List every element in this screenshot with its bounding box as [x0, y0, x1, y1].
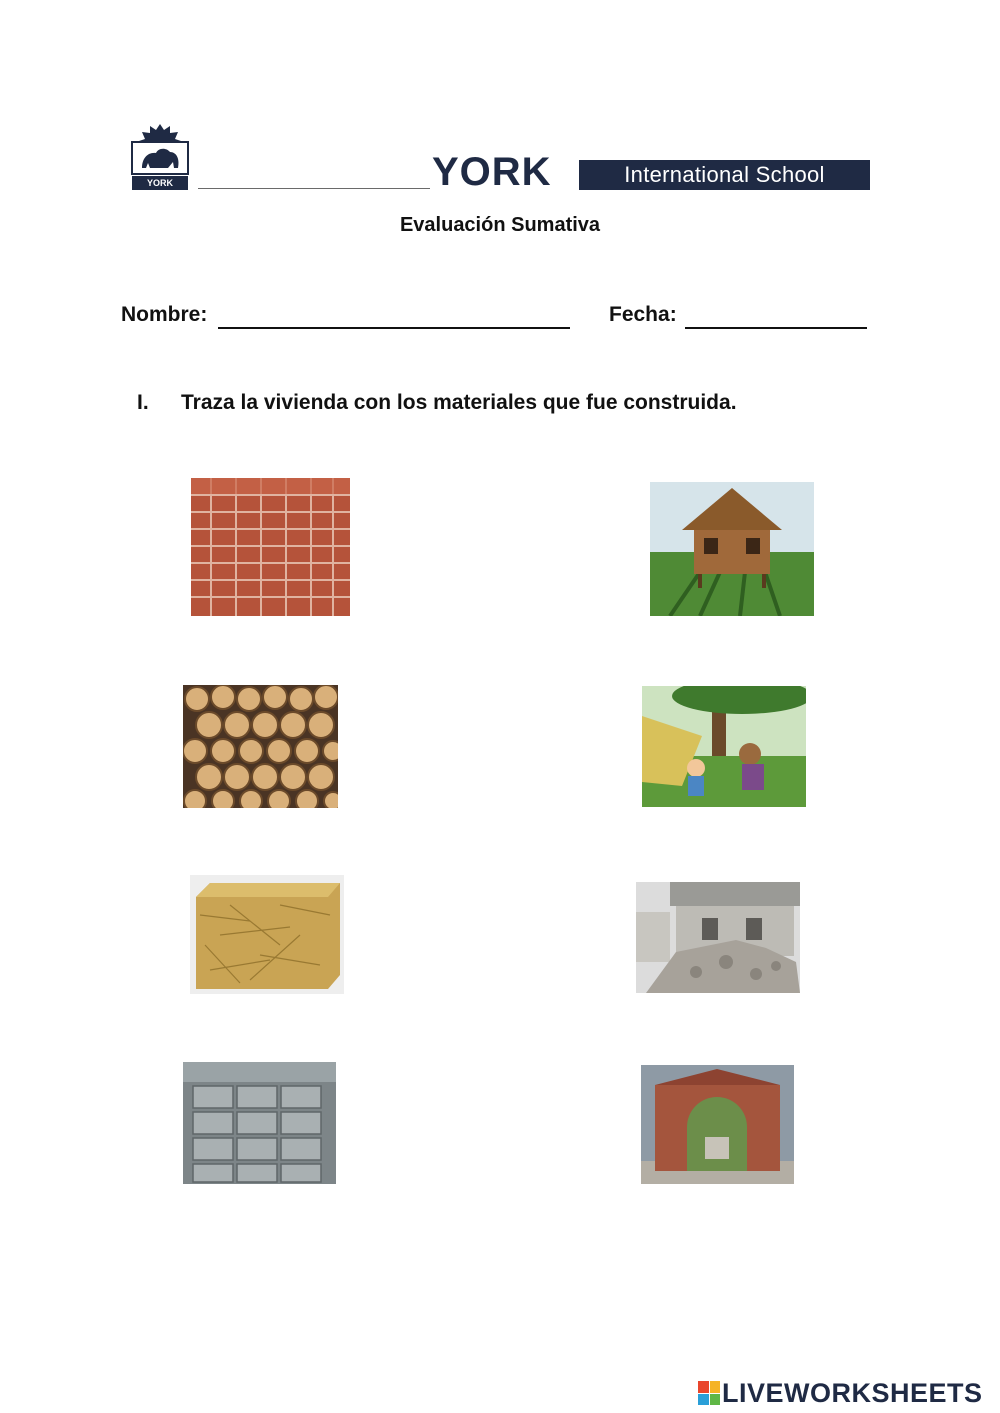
liveworksheets-icon	[698, 1381, 720, 1405]
name-label: Nombre:	[121, 303, 208, 326]
date-field[interactable]	[685, 327, 867, 329]
concrete-blocks-image[interactable]	[183, 1062, 336, 1184]
name-field[interactable]	[218, 327, 570, 329]
rubble-house-image[interactable]	[636, 882, 800, 993]
wooden-house-image[interactable]	[650, 482, 814, 616]
logs-image[interactable]	[183, 685, 338, 808]
brick-arch-image[interactable]	[641, 1065, 794, 1184]
bricks-image[interactable]	[191, 478, 350, 616]
logo-text: YORK	[146, 178, 174, 188]
straw-bale-image[interactable]	[190, 875, 344, 994]
header-divider	[198, 188, 430, 189]
date-label: Fecha:	[609, 303, 677, 326]
question-text: Traza la vivienda con los materiales que fue construida.	[181, 391, 737, 414]
brand-tagline: International School	[579, 160, 870, 190]
liveworksheets-brand: LIVEWORKSHEETS	[722, 1377, 983, 1408]
question-number: I.	[137, 391, 149, 414]
york-logo	[128, 122, 192, 192]
liveworksheets-logo	[698, 1378, 983, 1408]
brand-word: YORK	[432, 150, 552, 194]
document-title: Evaluación Sumativa	[399, 214, 601, 236]
straw-house-illustration[interactable]	[642, 686, 806, 807]
